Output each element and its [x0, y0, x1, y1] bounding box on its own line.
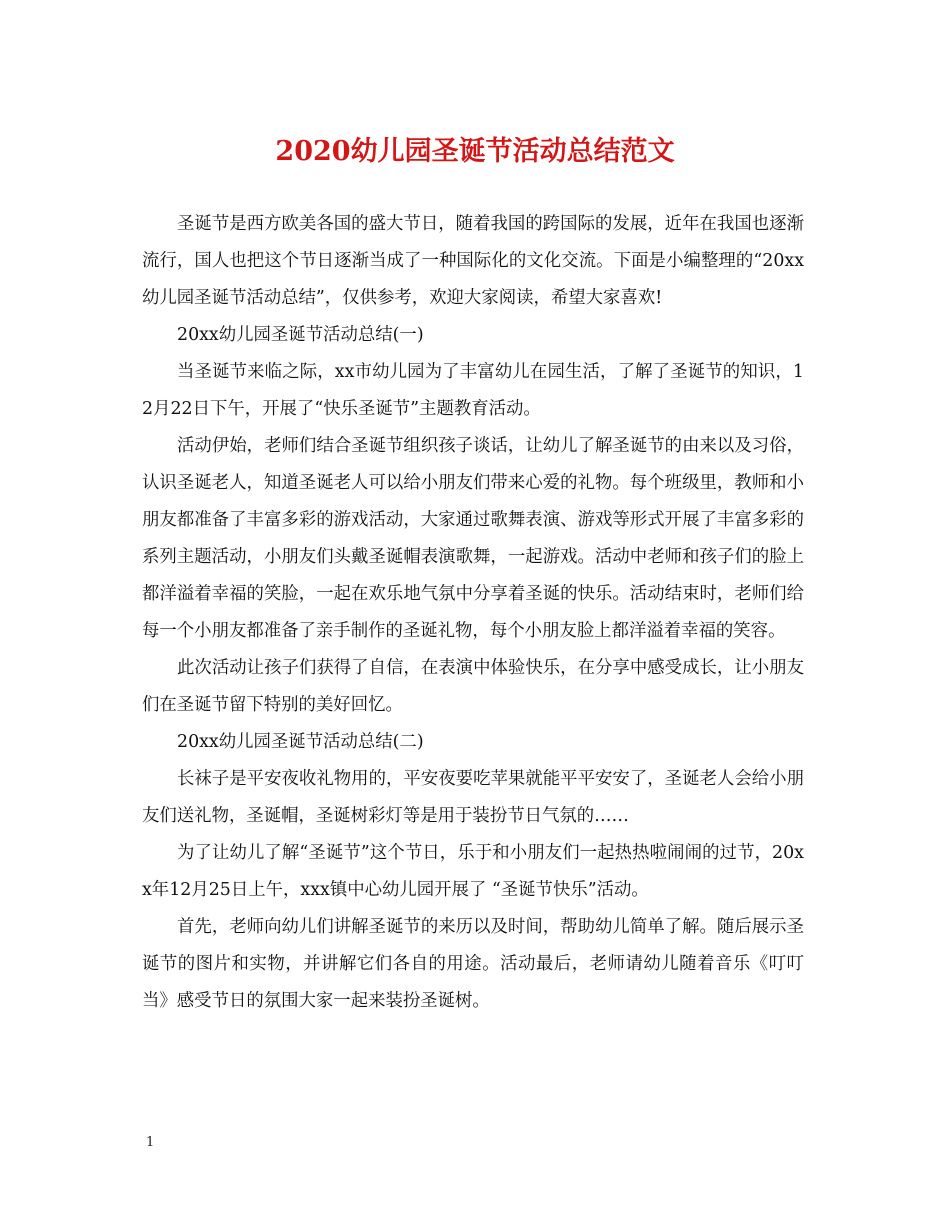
document-title: 2020幼儿园圣诞节活动总结范文: [275, 136, 675, 167]
section-heading-1: 20xx幼儿园圣诞节活动总结(一): [177, 325, 424, 345]
section-heading-2: 20xx幼儿园圣诞节活动总结(二): [177, 732, 424, 752]
document-body: [142, 206, 804, 1020]
body-paragraph: 为了让幼儿了解“圣诞节”这个节日，乐于和小朋友们一起热热啦闹闹的过节，20xx年12月25日上午，xxx镇中心幼儿园开展了 “圣诞节快乐”活动。: [142, 843, 804, 900]
intro-paragraph: 圣诞节是西方欧美各国的盛大节日，随着我国的跨国际的发展，近年在我国也逐渐流行，国人也把这个节日逐渐当成了一种国际化的文化交流。下面是小编整理的“20xx幼儿园圣诞节活动总结”，仅供参考，欢迎大家阅读，希望大家喜欢!: [142, 214, 804, 308]
body-paragraph: 长袜子是平安夜收礼物用的，平安夜要吃苹果就能平平安安了，圣诞老人会给小朋友们送礼物，圣诞帽，圣诞树彩灯等是用于装扮节日气氛的……: [142, 769, 804, 826]
body-paragraph: 首先，老师向幼儿们讲解圣诞节的来历以及时间，帮助幼儿简单了解。随后展示圣诞节的图片和实物，并讲解它们各自的用途。活动最后，老师请幼儿随着音乐《叮叮当》感受节日的氛围大家一起来装扮圣诞树。: [142, 917, 804, 1011]
body-paragraph: 当圣诞节来临之际，xx市幼儿园为了丰富幼儿在园生活，了解了圣诞节的知识，12月22日下午，开展了“快乐圣诞节”主题教育活动。: [142, 362, 804, 419]
body-paragraph: 此次活动让孩子们获得了自信，在表演中体验快乐，在分享中感受成长，让小朋友们在圣诞节留下特别的美好回忆。: [142, 658, 804, 715]
page-number: 1: [146, 1135, 155, 1150]
body-paragraph: 活动伊始，老师们结合圣诞节组织孩子谈话，让幼儿了解圣诞节的由来以及习俗，认识圣诞老人，知道圣诞老人可以给小朋友们带来心爱的礼物。每个班级里，教师和小朋友都准备了丰富多彩的游戏活动，大家通过歌舞表演、游戏等形式开展了丰富多彩的系列主题活动，小朋友们头戴圣诞帽表演歌舞，一起游戏。活动中老师和孩子们的脸上都洋溢着幸福的笑脸，一起在欢乐地气氛中分享着圣诞的快乐。活动结束时，老师们给每一个小朋友都准备了亲手制作的圣诞礼物，每个小朋友脸上都洋溢着幸福的笑容。: [142, 436, 804, 641]
